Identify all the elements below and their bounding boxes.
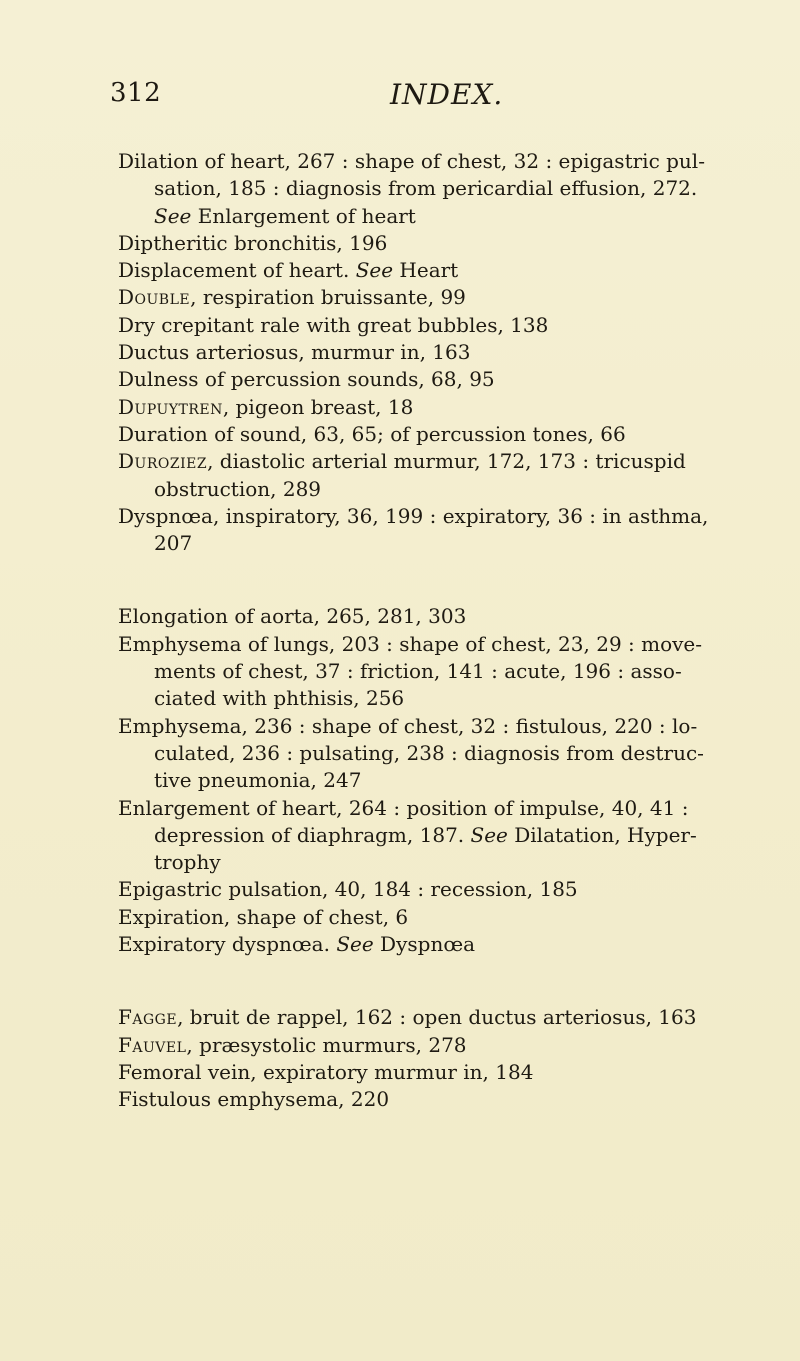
entry-author-name: Fagge — [118, 1005, 178, 1030]
entry-author-name: Duroziez — [118, 449, 208, 474]
entry-text: Elongation of aorta, 265, 281, 303 — [118, 604, 467, 629]
entry-text: , respiration bruissante, 99 — [190, 285, 466, 310]
entry-text: Expiratory dyspnœa. — [118, 932, 337, 957]
index-entry — [118, 284, 740, 311]
index-entry — [118, 876, 740, 903]
entry-text: Duration of sound, 63, 65; of percussion tones, 66 — [118, 421, 626, 446]
entry-text: Dyspnœa — [373, 932, 476, 957]
index-entry — [118, 1086, 740, 1113]
index-entry — [118, 257, 740, 284]
entry-text: Femoral vein, expiratory murmur in, 184 — [118, 1059, 534, 1084]
entry-text: , diastolic arterial murmur, 172, 173 : tricuspid obstruction, 289 — [154, 449, 686, 501]
entry-text: Emphysema of lungs, 203 : shape of chest, 23, 29 : move-ments of chest, 37 : friction, 141 : acute, 196 : asso-ciated with phthisis, 256 — [118, 631, 703, 711]
index-entry — [118, 503, 740, 558]
index-entry — [118, 312, 740, 339]
entry-author-name: Fauvel — [118, 1032, 187, 1057]
page-number: 312 — [110, 78, 162, 108]
entry-text: Fistulous emphysema, 220 — [118, 1087, 390, 1112]
see-reference: See — [154, 203, 192, 228]
index-entry — [118, 931, 740, 958]
index-entry — [118, 339, 740, 366]
index-entry — [118, 904, 740, 931]
index-entry — [118, 603, 740, 630]
entry-text: Epigastric pulsation, 40, 184 : recession, 185 — [118, 877, 578, 902]
entry-text: Dyspnœa, inspiratory, 36, 199 : expiratory, 36 : in asthma, 207 — [118, 503, 709, 556]
index-entry — [118, 713, 740, 795]
entry-text: Dulness of percussion sounds, 68, 95 — [118, 367, 495, 392]
see-reference: See — [355, 258, 394, 283]
entry-text: , præsystolic murmurs, 278 — [186, 1032, 467, 1057]
entry-text: , pigeon breast, 18 — [222, 394, 414, 419]
entry-text: Heart — [393, 258, 459, 283]
index-entry — [118, 1004, 740, 1031]
index-body — [118, 148, 740, 1160]
index-entry — [118, 631, 740, 713]
index-entry — [118, 448, 740, 503]
page-header — [110, 78, 690, 118]
entry-text: Enlargement of heart — [191, 203, 416, 228]
index-group — [118, 603, 740, 958]
entry-text: Enlargement of heart, 264 : position of impulse, 40, 41 : depression of diaphragm, 187. — [118, 795, 689, 847]
entry-text: , bruit de rappel, 162 : open ductus arteriosus, 163 — [177, 1005, 697, 1030]
entry-text: Dry crepitant rale with great bubbles, 138 — [118, 312, 549, 337]
index-entry — [118, 230, 740, 257]
index-entry — [118, 1032, 740, 1059]
entry-text: Diptheritic bronchitis, 196 — [118, 230, 388, 255]
entry-text: Dilation of heart, 267 : shape of chest, 32 : epigastric pul-sation, 185 : diagnosis from pericardial effusion, 272. — [118, 149, 705, 201]
running-title: INDEX. — [390, 78, 504, 111]
see-reference: See — [470, 822, 508, 847]
index-group — [118, 1004, 740, 1113]
entry-author-name: Double — [118, 285, 191, 310]
entry-text: Expiration, shape of chest, 6 — [118, 904, 409, 929]
index-entry — [118, 394, 740, 421]
entry-text: Dilatation, Hyper-trophy — [154, 822, 697, 875]
index-entry — [118, 1059, 740, 1086]
index-group — [118, 148, 740, 557]
index-entry — [118, 148, 740, 230]
see-reference: See — [336, 932, 374, 957]
entry-author-name: Dupuytren — [118, 394, 223, 419]
index-entry — [118, 366, 740, 393]
index-entry — [118, 795, 740, 877]
index-entry — [118, 421, 740, 448]
entry-text: Ductus arteriosus, murmur in, 163 — [118, 340, 471, 365]
entry-text: Displacement of heart. — [118, 258, 356, 283]
entry-text: Emphysema, 236 : shape of chest, 32 : fistulous, 220 : lo-culated, 236 : pulsating, 238 : diagnosis from destruc-tive pneumonia, 247 — [118, 713, 704, 793]
